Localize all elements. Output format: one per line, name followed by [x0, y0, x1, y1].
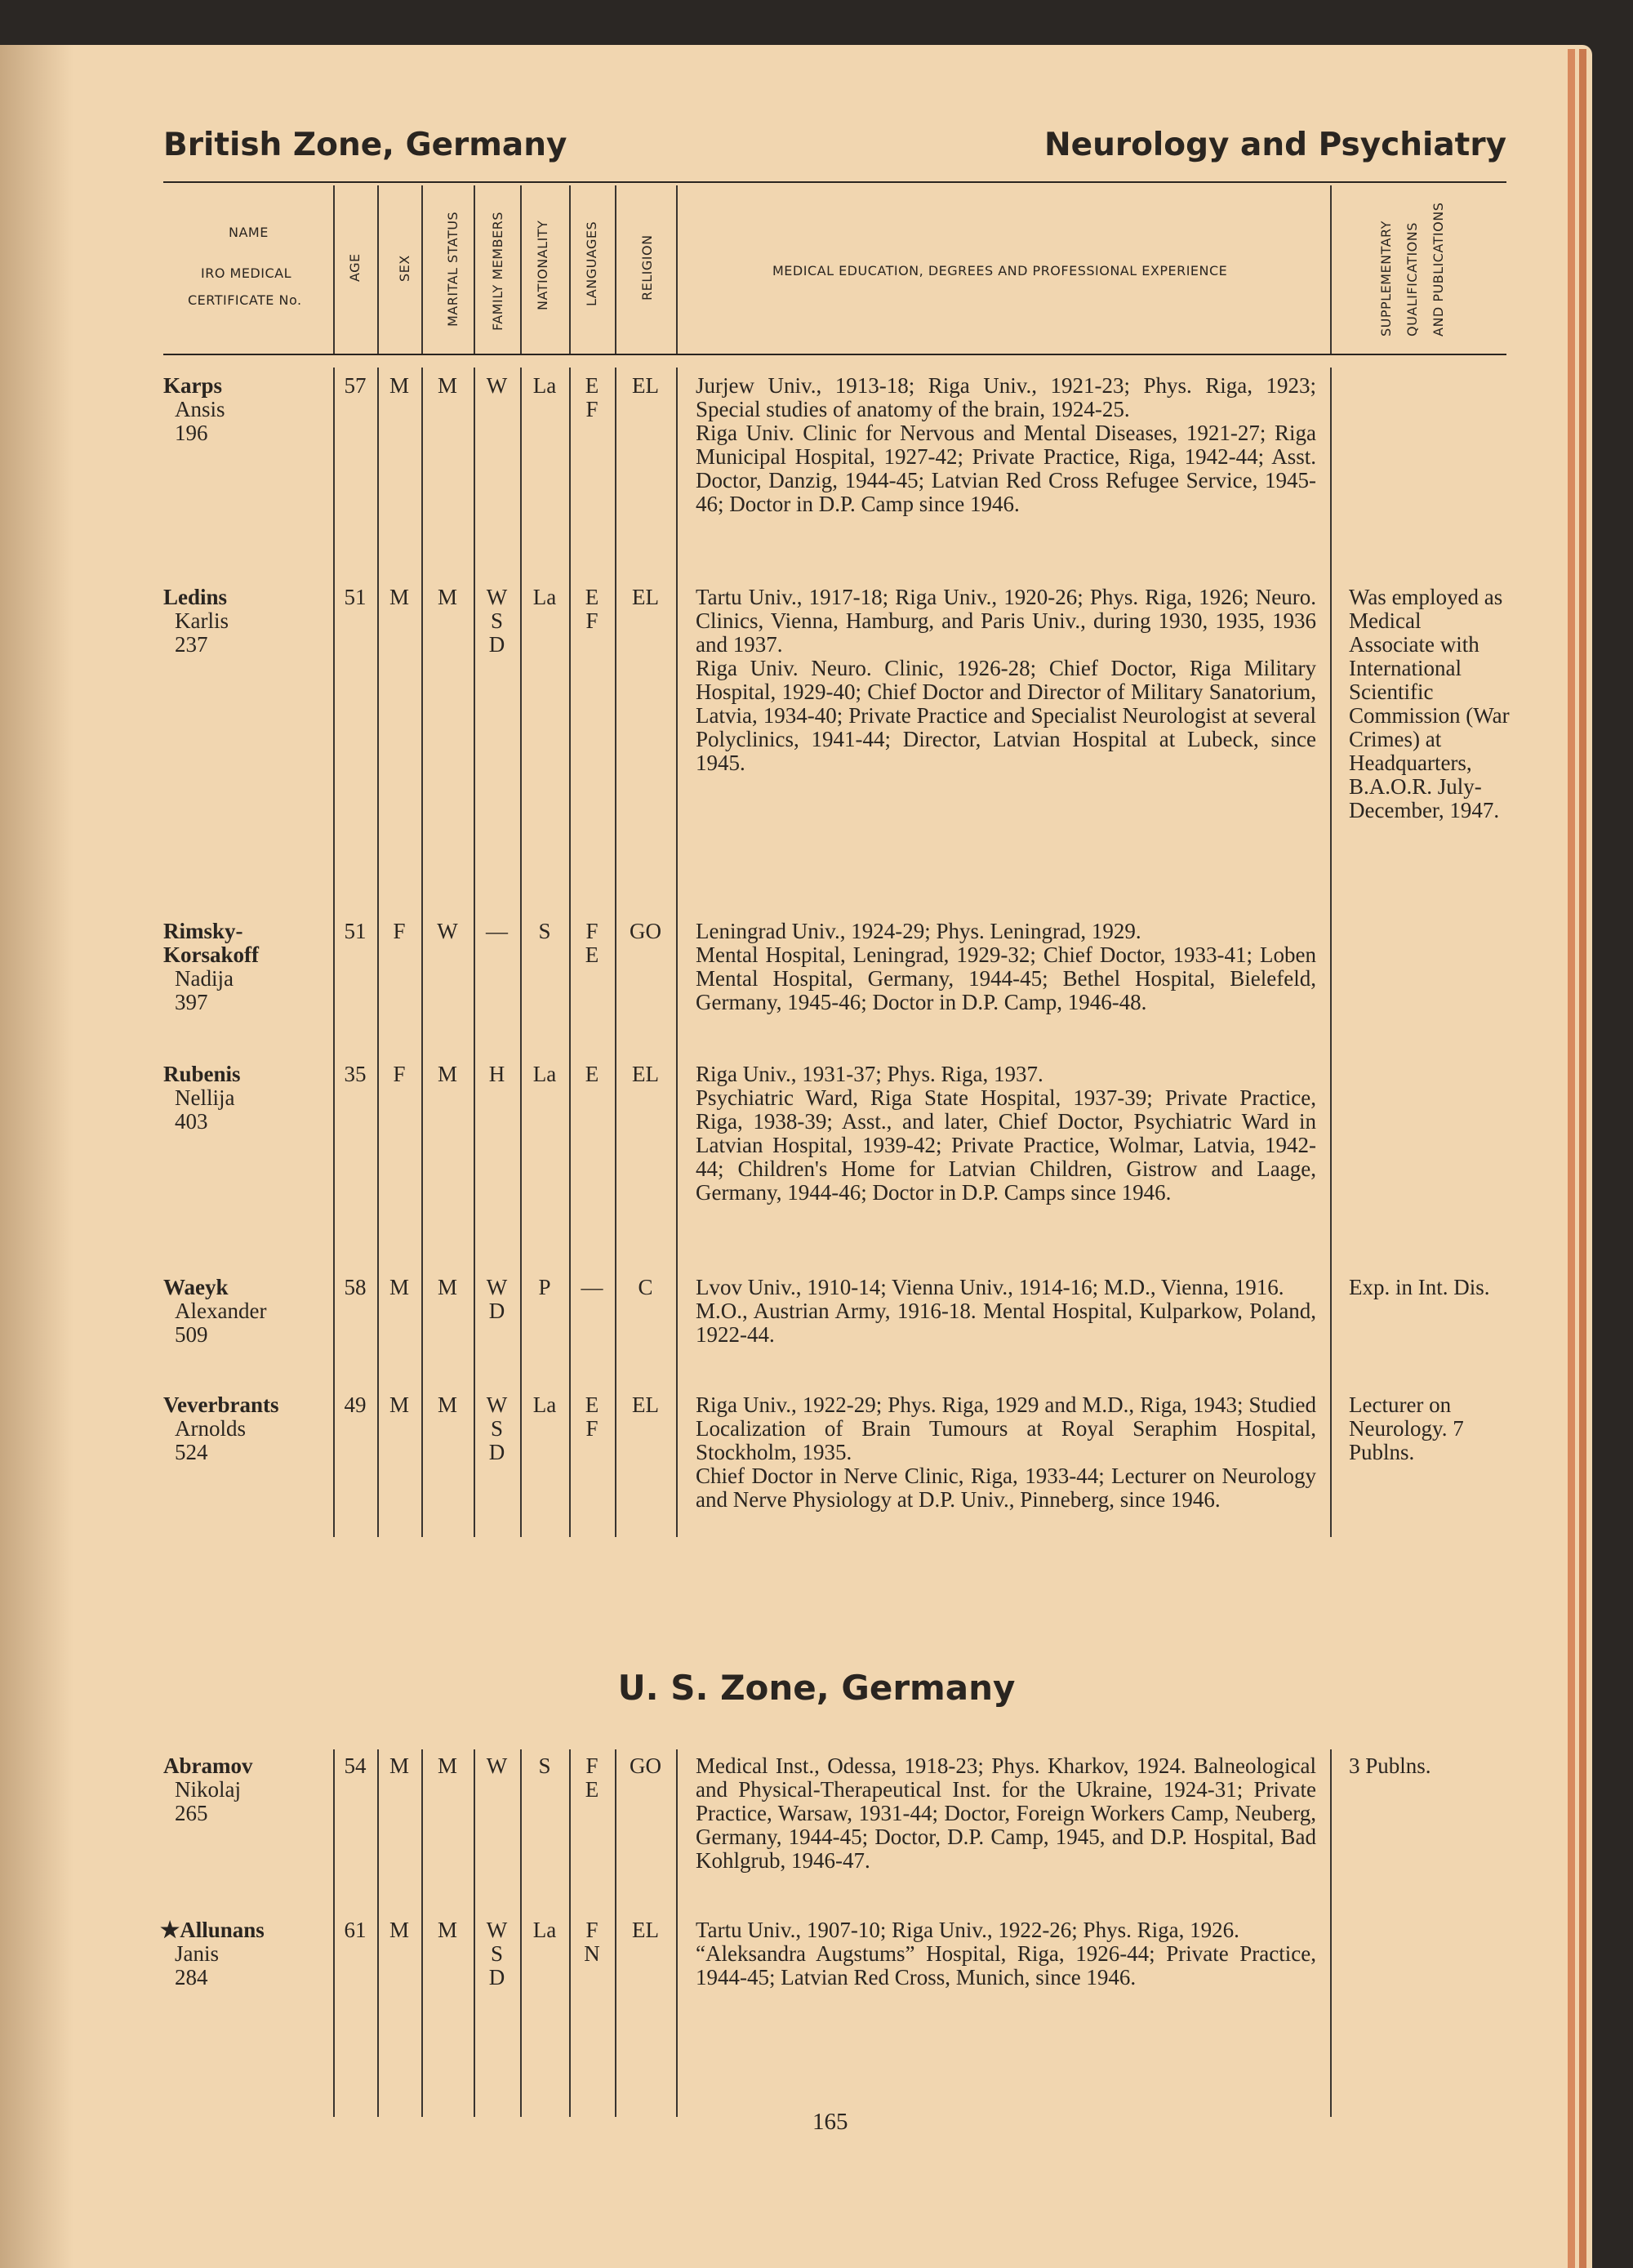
entry-age: 49: [344, 1392, 367, 1417]
entry-sex: M: [389, 585, 409, 609]
page-gutter-shadow: [0, 45, 73, 2268]
entry-nationality: La: [532, 585, 557, 609]
entry-age: 51: [344, 585, 367, 609]
entry-sex: M: [389, 1392, 409, 1417]
entry-positions: Chief Doctor in Nerve Clinic, Riga, 1933-44; Lecturer on Neurology and Nerve Physiology at D.P. Univ., Pinneberg, since 1946.: [696, 1464, 1316, 1512]
entry-given-name: Nadija: [175, 966, 234, 991]
entry-surname: Veverbrants: [163, 1392, 279, 1417]
entry-surname: Karps: [163, 373, 223, 398]
entry-experience: [696, 1063, 1316, 1205]
entry-positions: Mental Hospital, Leningrad, 1929-32; Chief Doctor, 1933-41; Loben Mental Hospital, Germany, 1944-45; Bethel Hospital, Bielefeld, Germany, 1945-46; Doctor in D.P. Camp, 1946-48.: [696, 942, 1316, 1014]
col-head-supp3: AND PUBLICATIONS: [1431, 202, 1446, 336]
col-head-sex: SEX: [397, 255, 412, 282]
entry-nationality: La: [532, 1062, 557, 1086]
entry-family: W S D: [486, 585, 508, 657]
column-divider: [569, 185, 571, 354]
entry-education: Riga Univ., 1931-37; Phys. Riga, 1937.: [696, 1062, 1043, 1086]
entry-given-name: Arnolds: [175, 1416, 246, 1441]
col-head-marital: MARITAL STATUS: [445, 211, 461, 327]
column-divider: [377, 368, 379, 1537]
entry-cert-number: 397: [175, 990, 208, 1014]
entry-languages: F N: [584, 1918, 600, 1966]
entry-family: W S D: [486, 1918, 508, 1990]
entry-nationality: La: [532, 1918, 557, 1942]
column-divider: [676, 185, 678, 354]
entry-education: Jurjew Univ., 1913-18; Riga Univ., 1921-23; Phys. Riga, 1923; Special studies of anatomy of the brain, 1924-25.: [696, 373, 1316, 421]
entry-supp-text: 3 Publns.: [1349, 1753, 1431, 1778]
entry-nationality: S: [538, 1753, 551, 1778]
column-divider: [676, 368, 678, 1537]
entry-education: Tartu Univ., 1907-10; Riga Univ., 1922-26; Phys. Riga, 1926.: [696, 1918, 1239, 1942]
column-divider: [333, 185, 335, 354]
entry-education: Lvov Univ., 1910-14; Vienna Univ., 1914-16; M.D., Vienna, 1916.: [696, 1275, 1284, 1299]
entry-education: Leningrad Univ., 1924-29; Phys. Leningrad, 1929.: [696, 919, 1141, 943]
entry-languages: E F: [585, 585, 599, 633]
entry-experience: [696, 1918, 1316, 1990]
entry-age: 35: [344, 1062, 367, 1086]
entry-religion: EL: [632, 1392, 659, 1417]
column-divider: [1330, 1749, 1332, 2117]
col-head-languages: LANGUAGES: [584, 221, 599, 306]
column-divider: [676, 1749, 678, 2117]
entry-supp-text: Lecturer on Neurology. 7 Publns.: [1349, 1392, 1464, 1464]
entry-marital: M: [437, 373, 457, 398]
col-head-name: NAME: [229, 225, 269, 240]
header-rule: [163, 181, 1506, 183]
entry-supp-text: Exp. in Int. Dis.: [1349, 1275, 1490, 1299]
entry-positions: Psychiatric Ward, Riga State Hospital, 1937-39; Private Practice, Riga, 1938-39; Asst., and later, Chief Doctor, Psychiatric Ward in Latvian Hospital, 1939-42; Private Practice, Wolmar, Latvia, 1942-44; Children's Home for Latvian Children, Gistrow and Laage, Germany, 1944-46; Doctor in D.P. Camps since 1946.: [696, 1085, 1316, 1205]
entry-experience: [696, 374, 1316, 516]
entry-religion: GO: [630, 1753, 661, 1778]
entry-languages: F E: [585, 919, 599, 967]
entry-marital: M: [437, 1275, 457, 1299]
header-right-title: Neurology and Psychiatry: [1044, 127, 1506, 163]
entry-languages: E F: [585, 373, 599, 421]
entry-sex: F: [393, 919, 406, 943]
entry-cert-number: 237: [175, 632, 208, 657]
entry-nationality: S: [538, 919, 551, 943]
entry-family: W D: [486, 1275, 508, 1323]
column-divider: [1330, 368, 1332, 1537]
entry-cert-number: 524: [175, 1440, 208, 1464]
column-divider: [421, 368, 423, 1537]
entry-supplementary: [1349, 1276, 1511, 1299]
entry-family: W: [486, 373, 508, 398]
entry-supplementary: [1349, 1754, 1511, 1778]
entry-languages: —: [581, 1275, 603, 1299]
entry-surname: Waeyk: [163, 1275, 229, 1299]
entry-supplementary: [1349, 586, 1511, 822]
entry-cert-number: 265: [175, 1801, 208, 1825]
entry-age: 57: [344, 373, 367, 398]
column-divider: [520, 185, 522, 354]
entry-surname: ★Allunans: [160, 1918, 265, 1942]
entry-family: W S D: [486, 1392, 508, 1464]
entry-surname: Rubenis: [163, 1062, 241, 1086]
header-left-title: British Zone, Germany: [163, 127, 567, 163]
entry-family: H: [488, 1062, 505, 1086]
entry-marital: M: [437, 1753, 457, 1778]
entry-religion: C: [638, 1275, 653, 1299]
column-divider: [377, 185, 379, 354]
entry-family: W: [486, 1753, 508, 1778]
entry-languages: E F: [585, 1392, 599, 1441]
entry-given-name: Ansis: [175, 397, 225, 421]
entry-positions: Riga Univ. Neuro. Clinic, 1926-28; Chief Doctor, Riga Military Hospital, 1929-40; Chief Doctor and Director of Military Sanatorium, Latvia, 1934-40; Private Practice and Specialist Neurologist at several Polyclinics, 1941-44; Director, Latvian Hospital at Lubeck, since 1945.: [696, 656, 1316, 775]
entry-surname: Abramov: [163, 1753, 253, 1778]
entry-languages: F E: [585, 1753, 599, 1802]
entry-marital: M: [437, 1392, 457, 1417]
entry-surname: Rimsky- Korsakoff: [163, 919, 259, 967]
entry-age: 51: [344, 919, 367, 943]
section-title-us-zone: U. S. Zone, Germany: [617, 1668, 1016, 1708]
col-head-experience: MEDICAL EDUCATION, DEGREES AND PROFESSIONAL EXPERIENCE: [772, 263, 1228, 278]
entry-sex: M: [389, 1275, 409, 1299]
entry-cert-number: 284: [175, 1965, 208, 1990]
entry-nationality: P: [538, 1275, 551, 1299]
entry-religion: EL: [632, 1062, 659, 1086]
col-head-family: FAMILY MEMBERS: [490, 212, 505, 331]
col-head-supp1: SUPPLEMENTARY: [1378, 221, 1394, 336]
entry-marital: M: [437, 1918, 457, 1942]
col-head-supp2: QUALIFICATIONS: [1404, 222, 1420, 336]
page-edge: [1568, 49, 1575, 2268]
entry-sex: M: [389, 373, 409, 398]
entry-sex: M: [389, 1753, 409, 1778]
col-head-nationality: NATIONALITY: [535, 220, 550, 310]
column-divider: [615, 185, 616, 354]
column-divider: [1330, 185, 1332, 354]
entry-experience: [696, 1754, 1316, 1873]
column-divider: [333, 368, 335, 1537]
column-divider: [474, 368, 475, 1537]
entry-education: Medical Inst., Odessa, 1918-23; Phys. Kharkov, 1924. Balneological and Physical-Therapeutical Inst. for the Ukraine, 1924-31; Private Practice, Warsaw, 1931-44; Doctor, Foreign Workers Camp, Neuberg, Germany, 1944-45; Doctor, D.P. Camp, 1945, and D.P. Hospital, Bad Kohlgrub, 1946-47.: [696, 1753, 1316, 1873]
entry-sex: F: [393, 1062, 406, 1086]
entry-age: 54: [344, 1753, 367, 1778]
entry-religion: EL: [632, 585, 659, 609]
entry-supplementary: [1349, 1393, 1511, 1464]
entry-religion: GO: [630, 919, 661, 943]
entry-experience: [696, 920, 1316, 1014]
entry-positions: Riga Univ. Clinic for Nervous and Mental Diseases, 1921-27; Riga Municipal Hospital, 1927-42; Private Practice, Riga, 1942-44; Asst. Doctor, Danzig, 1944-45; Latvian Red Cross Refugee Service, 1945-46; Doctor in D.P. Camp since 1946.: [696, 421, 1316, 516]
entry-religion: EL: [632, 1918, 659, 1942]
entry-nationality: La: [532, 373, 557, 398]
entry-given-name: Karlis: [175, 608, 229, 633]
entry-marital: W: [437, 919, 458, 943]
page-edge: [1579, 49, 1586, 2268]
entry-nationality: La: [532, 1392, 557, 1417]
column-divider: [474, 185, 475, 354]
column-divider: [421, 185, 423, 354]
entry-given-name: Nikolaj: [175, 1777, 241, 1802]
col-head-cert: CERTIFICATE No.: [188, 292, 302, 308]
entry-religion: EL: [632, 373, 659, 398]
entry-given-name: Janis: [175, 1941, 219, 1966]
page-number: 165: [812, 2109, 848, 2135]
entry-marital: M: [437, 585, 457, 609]
col-head-age: AGE: [347, 253, 363, 282]
entry-experience: [696, 586, 1316, 775]
entry-experience: [696, 1276, 1316, 1347]
entry-family: —: [486, 919, 508, 943]
col-head-iro: IRO MEDICAL: [201, 265, 291, 281]
column-divider: [520, 368, 522, 1537]
entry-cert-number: 509: [175, 1322, 208, 1347]
entry-supp-text: Was employed as Medical Associate with International Scientific Commission (War Crimes) at Headquarters, B.A.O.R. July-December, 1947.: [1349, 585, 1510, 822]
entry-marital: M: [437, 1062, 457, 1086]
entry-given-name: Alexander: [175, 1299, 267, 1323]
entry-positions: “Aleksandra Augstums” Hospital, Riga, 1926-44; Private Practice, 1944-45; Latvian Red Cross, Munich, since 1946.: [696, 1941, 1316, 1990]
entry-given-name: Nellija: [175, 1085, 235, 1110]
col-head-religion: RELIGION: [639, 234, 655, 301]
column-header-rule: [163, 354, 1506, 355]
entry-age: 61: [344, 1918, 367, 1942]
entry-age: 58: [344, 1275, 367, 1299]
entry-positions: M.O., Austrian Army, 1916-18. Mental Hospital, Kulparkow, Poland, 1922-44.: [696, 1299, 1316, 1347]
entry-education: Tartu Univ., 1917-18; Riga Univ., 1920-26; Phys. Riga, 1926; Neuro. Clinics, Vienna, Hamburg, and Paris Univ., during 1930, 1935, 1936 and 1937.: [696, 585, 1316, 657]
entry-cert-number: 196: [175, 421, 208, 445]
entry-sex: M: [389, 1918, 409, 1942]
entry-experience: [696, 1393, 1316, 1512]
entry-education: Riga Univ., 1922-29; Phys. Riga, 1929 and M.D., Riga, 1943; Studied Localization of Brain Tumours at Royal Seraphim Hospital, Stockholm, 1935.: [696, 1392, 1316, 1464]
entry-languages: E: [585, 1062, 599, 1086]
entry-surname: Ledins: [163, 585, 228, 609]
column-divider: [615, 368, 616, 1537]
entry-cert-number: 403: [175, 1109, 208, 1134]
